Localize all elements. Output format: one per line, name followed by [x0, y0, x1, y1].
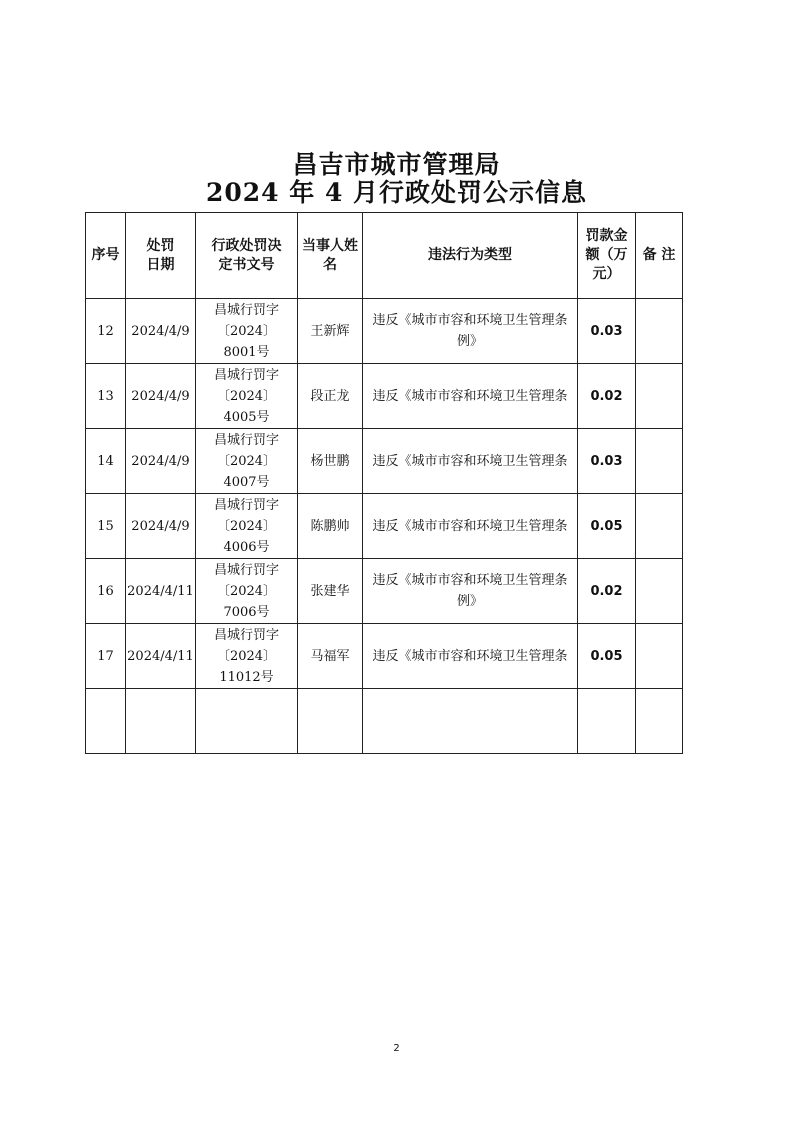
cell-seq: 13 — [86, 364, 126, 429]
cell-date: 2024/4/9 — [126, 299, 196, 364]
cell-date: 2024/4/9 — [126, 364, 196, 429]
header-fine: 罚款金额（万元） — [578, 213, 636, 299]
table-row — [86, 429, 683, 494]
cell-remark — [636, 299, 683, 364]
header-remark: 备 注 — [636, 213, 683, 299]
cell-fine: 0.03 — [578, 299, 636, 364]
cell-doc-number — [196, 689, 298, 754]
cell-date: 2024/4/11 — [126, 624, 196, 689]
cell-violation: 违反《城市市容和环境卫生管理条例》 — [363, 559, 578, 624]
header-violation: 违法行为类型 — [363, 213, 578, 299]
cell-seq: 12 — [86, 299, 126, 364]
header-seq: 序号 — [86, 213, 126, 299]
cell-fine: 0.05 — [578, 494, 636, 559]
cell-party: 王新辉 — [298, 299, 363, 364]
cell-violation: 违反《城市市容和环境卫生管理条例》 — [363, 299, 578, 364]
header-party: 当事人姓名 — [298, 213, 363, 299]
cell-seq: 17 — [86, 624, 126, 689]
cell-doc-number: 昌城行罚字〔2024〕8001号 — [196, 299, 298, 364]
table-row — [86, 689, 683, 754]
cell-violation: 违反《城市市容和环境卫生管理条 — [363, 429, 578, 494]
cell-date — [126, 689, 196, 754]
cell-violation: 违反《城市市容和环境卫生管理条 — [363, 624, 578, 689]
cell-party: 马福军 — [298, 624, 363, 689]
document-subtitle: 2024 年 4 月行政处罚公示信息 — [205, 178, 588, 207]
cell-fine: 0.02 — [578, 364, 636, 429]
table-row — [86, 559, 683, 624]
cell-doc-number: 昌城行罚字〔2024〕4005号 — [196, 364, 298, 429]
cell-party: 杨世鹏 — [298, 429, 363, 494]
cell-remark — [636, 624, 683, 689]
header-date: 处罚日期 — [126, 213, 196, 299]
cell-doc-number: 昌城行罚字〔2024〕7006号 — [196, 559, 298, 624]
cell-seq — [86, 689, 126, 754]
cell-party — [298, 689, 363, 754]
table-row — [86, 364, 683, 429]
cell-violation — [363, 689, 578, 754]
cell-seq: 16 — [86, 559, 126, 624]
cell-doc-number: 昌城行罚字〔2024〕4006号 — [196, 494, 298, 559]
table-row — [86, 494, 683, 559]
cell-fine: 0.03 — [578, 429, 636, 494]
cell-doc-number: 昌城行罚字〔2024〕11012号 — [196, 624, 298, 689]
cell-remark — [636, 364, 683, 429]
cell-party: 张建华 — [298, 559, 363, 624]
penalty-table — [85, 212, 683, 754]
cell-remark — [636, 559, 683, 624]
cell-remark — [636, 689, 683, 754]
document-title: 昌吉市城市管理局 — [292, 150, 501, 179]
cell-remark — [636, 494, 683, 559]
table-header-row — [86, 213, 683, 299]
cell-violation: 违反《城市市容和环境卫生管理条 — [363, 364, 578, 429]
cell-violation: 违反《城市市容和环境卫生管理条 — [363, 494, 578, 559]
cell-fine — [578, 689, 636, 754]
cell-seq: 14 — [86, 429, 126, 494]
table-row — [86, 624, 683, 689]
cell-remark — [636, 429, 683, 494]
header-doc-number: 行政处罚决定书文号 — [196, 213, 298, 299]
cell-fine: 0.02 — [578, 559, 636, 624]
cell-seq: 15 — [86, 494, 126, 559]
cell-party: 陈鹏帅 — [298, 494, 363, 559]
cell-party: 段正龙 — [298, 364, 363, 429]
page-number: 2 — [393, 1043, 400, 1054]
cell-fine: 0.05 — [578, 624, 636, 689]
cell-date: 2024/4/11 — [126, 559, 196, 624]
cell-date: 2024/4/9 — [126, 429, 196, 494]
cell-doc-number: 昌城行罚字〔2024〕4007号 — [196, 429, 298, 494]
cell-date: 2024/4/9 — [126, 494, 196, 559]
table-row — [86, 299, 683, 364]
